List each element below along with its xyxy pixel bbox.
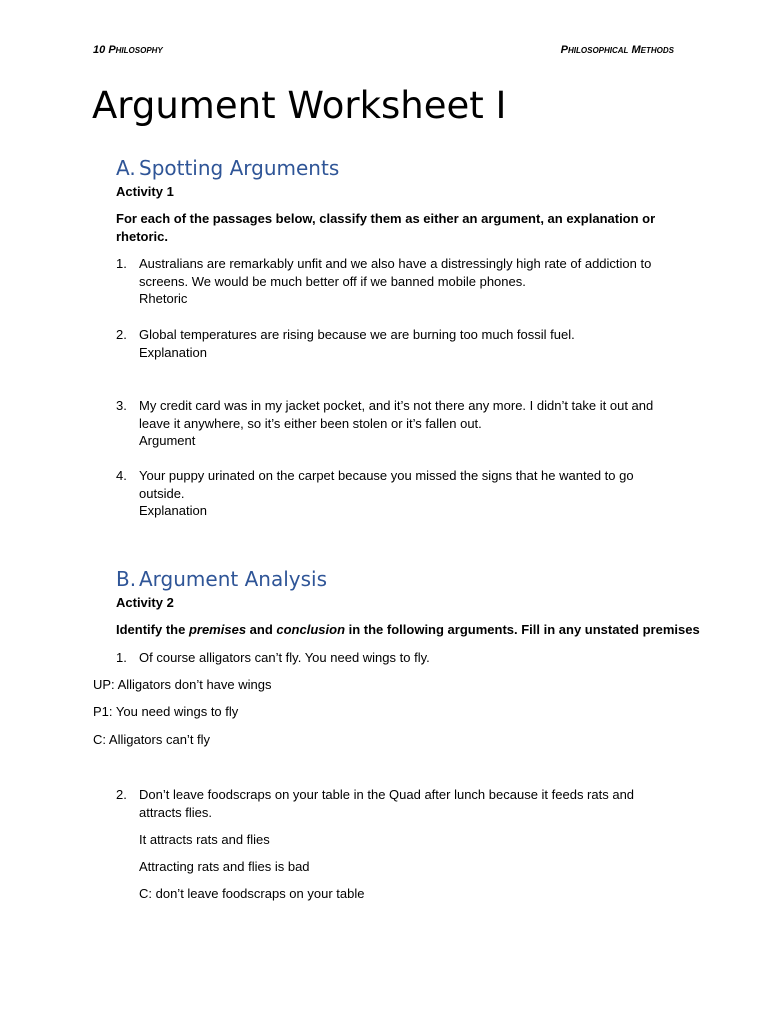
activity-2-instruction <box>116 621 700 639</box>
passage-line: Australians are remarkably unfit and we also have a distressingly high rate of addiction to <box>139 256 652 271</box>
answer-line: Attracting rats and flies is bad <box>139 859 310 874</box>
list-item-number: 1. <box>116 650 127 665</box>
list-item-number: 4. <box>116 468 127 483</box>
answer-line: C: don’t leave foodscraps on your table <box>139 886 365 901</box>
section-a-title: Spotting Arguments <box>139 156 340 180</box>
passage-answer: Explanation <box>139 503 207 518</box>
instruction-text: Identify the <box>116 622 189 637</box>
header-unit: Philosophical Methods <box>560 44 674 56</box>
passage-line: Global temperatures are rising because we are burning too much fossil fuel. <box>139 327 575 342</box>
section-b-title: Argument Analysis <box>139 567 327 591</box>
page-header <box>93 44 674 60</box>
section-a-letter: A. <box>116 156 136 180</box>
header-course-name: Philosophy <box>108 44 163 56</box>
argument-text: Don’t leave foodscraps on your table in the Quad after lunch because it feeds rats and <box>139 787 635 802</box>
list-item-number: 2. <box>116 327 127 342</box>
passage-line: outside. <box>139 485 185 501</box>
passage-answer: Argument <box>139 433 196 448</box>
list-item-number: 2. <box>116 787 127 802</box>
activity-2-label: Activity 2 <box>116 595 174 610</box>
passage-line: My credit card was in my jacket pocket, and it’s not there any more. I didn’t take it out and <box>139 398 654 413</box>
conclusion: C: Alligators can’t fly <box>93 732 211 747</box>
instruction-conclusion: conclusion <box>276 622 346 637</box>
section-b-letter: B. <box>116 567 137 591</box>
activity-1-label: Activity 1 <box>116 184 174 199</box>
premise: P1: You need wings to fly <box>93 704 239 719</box>
list-item-number: 1. <box>116 256 127 271</box>
argument-text: attracts flies. <box>139 804 212 820</box>
list-item-number: 3. <box>116 398 127 413</box>
header-course <box>93 44 163 56</box>
unstated-premise: UP: Alligators don’t have wings <box>93 677 272 692</box>
activity-1-instruction: For each of the passages below, classify them as either an argument, an explanation or rhetoric. <box>116 211 656 244</box>
page-title: Argument Worksheet I <box>92 84 507 127</box>
header-course-number: 10 <box>93 44 106 56</box>
instruction-text: in the following arguments. Fill in any unstated premises <box>345 622 700 637</box>
passage-answer: Explanation <box>139 344 207 360</box>
passage-line: screens. We would be much better off if we banned mobile phones. <box>139 273 526 289</box>
passage-line: leave it anywhere, so it’s either been stolen or it’s fallen out. <box>139 415 482 431</box>
instruction-text: and <box>246 622 277 637</box>
answer-line: It attracts rats and flies <box>139 832 270 847</box>
passage-answer: Rhetoric <box>139 291 188 306</box>
argument-text: Of course alligators can’t fly. You need wings to fly. <box>139 650 430 665</box>
section-a-heading <box>116 156 339 180</box>
instruction-premises: premises <box>188 622 247 637</box>
passage-line: Your puppy urinated on the carpet because you missed the signs that he wanted to go <box>139 468 634 483</box>
section-b-heading <box>116 567 327 591</box>
